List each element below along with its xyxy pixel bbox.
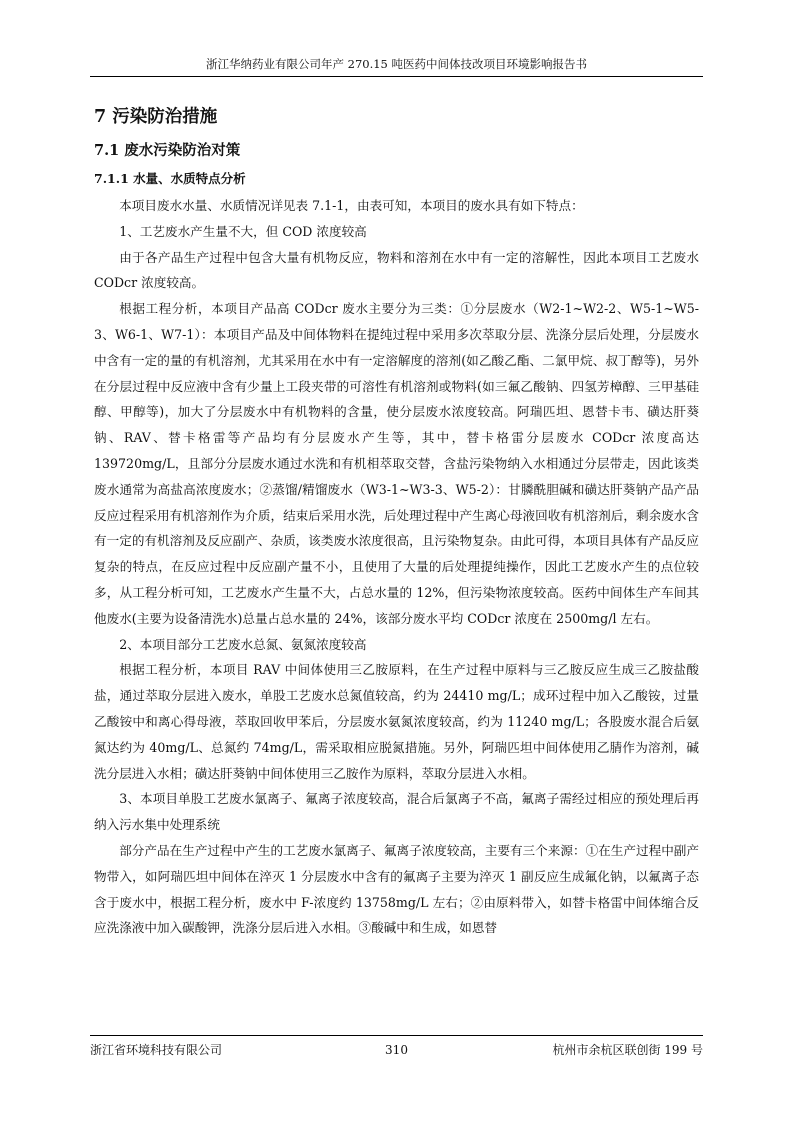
page-header: [90, 57, 703, 77]
subsection-heading: 7.1.1 水量、水质特点分析: [94, 171, 246, 186]
section-heading: 7.1 废水污染防治对策: [94, 142, 241, 159]
document-body: [94, 104, 699, 941]
page-number: 310: [385, 1043, 408, 1057]
point-3-heading: 3、本项目单股工艺废水氯离子、氟离子浓度较高，混合后氯离子不高，氟离子需经过相应的预处理后再纳入污水集中处理系统: [94, 791, 699, 833]
header-title: 浙江华纳药业有限公司年产 270.15 吨医药中间体技改项目环境影响报告书: [205, 57, 588, 71]
chapter-heading: 7 污染防治措施: [94, 107, 218, 127]
paragraph-intro: 本项目废水水量、水质情况详见表 7.1-1，由表可知，本项目的废水具有如下特点：: [119, 198, 584, 213]
point-2-heading: 2、本项目部分工艺废水总氮、氨氮浓度较高: [119, 636, 367, 652]
point-1-heading: 1、工艺废水产生量不大，但 COD 浓度较高: [119, 223, 367, 239]
paragraph: 根据工程分析，本项目产品高 CODcr 废水主要分为三类：①分层废水（W2-1~W2-2、W5-1~W5-3、W6-1、W7-1）：本项目产品及中间体物料在提纯过程中采用多次萃取分层、洗涤分层后处理，分层废水中含有一定的量的有机溶剂，尤其采用在水中有一定溶解度的溶剂(如乙酸乙酯、二氯甲烷、叔丁醇等)，另外在分层过程中反应液中含有少量上工段夹带的可溶性有机溶剂或物料(如三氟乙酸钠、四氢芳樟醇、三甲基硅醇、甲醇等)，加大了分层废水中有机物料的含量，使分层废水浓度较高。阿瑞匹坦、恩替卡韦、磺达肝葵钠、RAV、替卡格雷等产品均有分层废水产生等，其中，替卡格雷分层废水 CODcr 浓度高达 139720mg/L，且部分分层废水通过水洗和有机相萃取交替，含盐污染物纳入水相通过分层带走，因此该类废水通常为高盐高浓度废水；②蒸馏/精馏废水（W3-1~W3-3、W5-2）：甘膦酰胆碱和磺达肝葵钠产品产品反应过程采用有机溶剂作为介质，结束后采用水洗，后处理过程中产生离心母液回收有机溶剂后，剩余废水含有一定的有机溶剂及反应副产、杂质，该类废水浓度很高，且污染物复杂。由此可得，本项目具体有产品反应复杂的特点，在反应过程中反应副产量不小，且使用了大量的后处理提纯操作，因此工艺废水产生的点位较多，从工程分析可知，工艺废水产生量不大，占总水量的 12%，但污染物浓度较高。医药中间体生产车间其他废水(主要为设备清洗水)总量占总水量的 24%，该部分废水平均 CODcr 浓度在 2500mg/l 左右。: [94, 301, 699, 626]
paragraph: 由于各产品生产过程中包含大量有机物反应，物料和溶剂在水中有一定的溶解性，因此本项目工艺废水 CODcr 浓度较高。: [94, 249, 699, 291]
footer-address: 杭州市余杭区联创街 199 号: [552, 1043, 703, 1057]
page-footer: [90, 1035, 703, 1057]
footer-company: 浙江省环境科技有限公司: [90, 1043, 223, 1057]
paragraph: 根据工程分析，本项目 RAV 中间体使用三乙胺原料，在生产过程中原料与三乙胺反应生成三乙胺盐酸盐，通过萃取分层进入废水，单股工艺废水总氮值较高，约为 24410 mg/L；成环过程中加入乙酸铵，过量乙酸铵中和离心得母液，萃取回收甲苯后，分层废水氨氮浓度较高，约为 11240 mg/L；各股废水混合后氨氮达约为 40mg/L、总氮约 74mg/L，需采取相应脱氮措施。另外，阿瑞匹坦中间体使用乙腈作为溶剂，碱洗分层进入水相；磺达肝葵钠中间体使用三乙胺作为原料，萃取分层进入水相。: [94, 662, 699, 781]
paragraph: 部分产品在生产过程中产生的工艺废水氯离子、氟离子浓度较高，主要有三个来源：①在生产过程中副产物带入，如阿瑞匹坦中间体在淬灭 1 分层废水中含有的氟离子主要为淬灭 1 副反应生成氟化钠，以氟离子态含于废水中，根据工程分析，废水中 F-浓度约 13758mg/L 左右；②由原料带入，如替卡格雷中间体缩合反应洗涤液中加入碳酸钾，洗涤分层后进入水相。③酸碱中和生成，如恩替: [94, 842, 699, 936]
